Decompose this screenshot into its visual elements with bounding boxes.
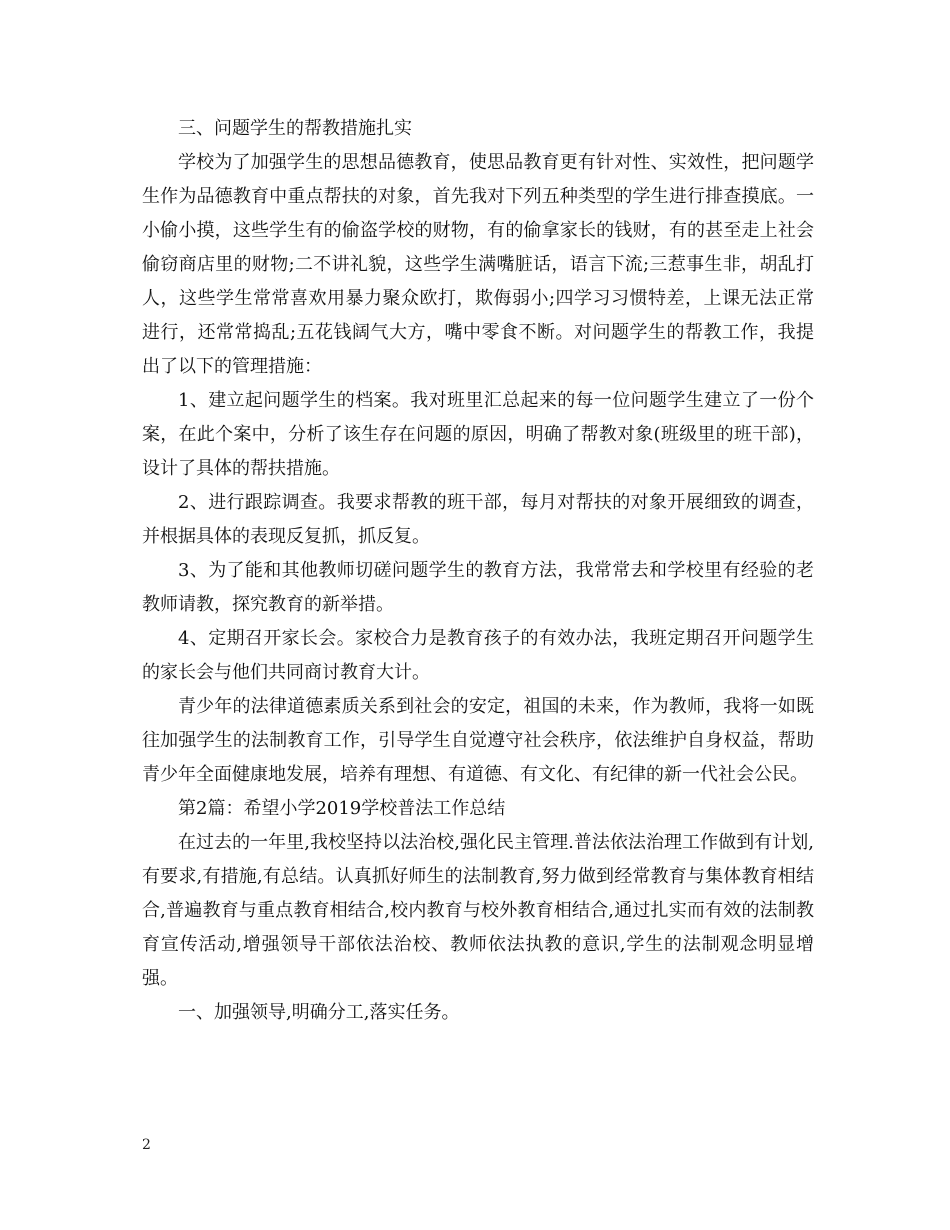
- section-heading-3: 三、问题学生的帮教措施扎实: [178, 118, 412, 139]
- paragraph-measure-2: 2、进行跟踪调查。我要求帮教的班干部，每月对帮扶的对象开展细致的调查，并根据具体的表现反复抓，抓反复。: [142, 492, 814, 547]
- section-heading-1: 一、加强领导,明确分工,落实任务。: [178, 1002, 460, 1023]
- document-body: [142, 112, 814, 1030]
- paragraph-measure-3: 3、为了能和其他教师切磋问题学生的教育方法，我常常去和学校里有经验的老教师请教，探究教育的新举措。: [142, 560, 814, 615]
- paragraph-student-investigation: 学校为了加强学生的思想品德教育，使思品教育更有针对性、实效性，把问题学生作为品德教育中重点帮扶的对象，首先我对下列五种类型的学生进行排查摸底。一小偷小摸，这些学生有的偷盗学校的财物，有的偷拿家长的钱财，有的甚至走上社会偷窃商店里的财物;二不讲礼貌，这些学生满嘴脏话，语言下流;三惹事生非，胡乱打人，这些学生常常喜欢用暴力聚众欧打，欺侮弱小;四学习习惯特差，上课无法正常进行，还常常捣乱;五花钱阔气大方，嘴中零食不断。对问题学生的帮教工作，我提出了以下的管理措施：: [142, 152, 814, 377]
- paragraph-measure-4: 4、定期召开家长会。家校合力是教育孩子的有效办法，我班定期召开问题学生的家长会与他们共同商讨教育大计。: [142, 628, 814, 683]
- paragraph-conclusion: 青少年的法律道德素质关系到社会的安定，祖国的未来，作为教师，我将一如既往加强学生的法制教育工作，引导学生自觉遵守社会秩序，依法维护自身权益，帮助青少年全面健康地发展，培养有理想、有道德、有文化、有纪律的新一代社会公民。: [142, 696, 814, 785]
- article-title-2: 第2篇：希望小学2019学校普法工作总结: [178, 798, 506, 819]
- paragraph-measure-1: 1、建立起问题学生的档案。我对班里汇总起来的每一位问题学生建立了一份个案，在此个案中，分析了该生存在问题的原因，明确了帮教对象(班级里的班干部)，设计了具体的帮扶措施。: [142, 390, 814, 479]
- paragraph-law-education-summary: 在过去的一年里,我校坚持以法治校,强化民主管理.普法依法治理工作做到有计划,有要求,有措施,有总结。认真抓好师生的法制教育,努力做到经常教育与集体教育相结合,普遍教育与重点教育相结合,校内教育与校外教育相结合,通过扎实而有效的法制教育宣传活动,增强领导干部依法治校、教师依法执教的意识,学生的法制观念明显增强。: [142, 832, 814, 989]
- page-number: 2: [142, 1137, 151, 1153]
